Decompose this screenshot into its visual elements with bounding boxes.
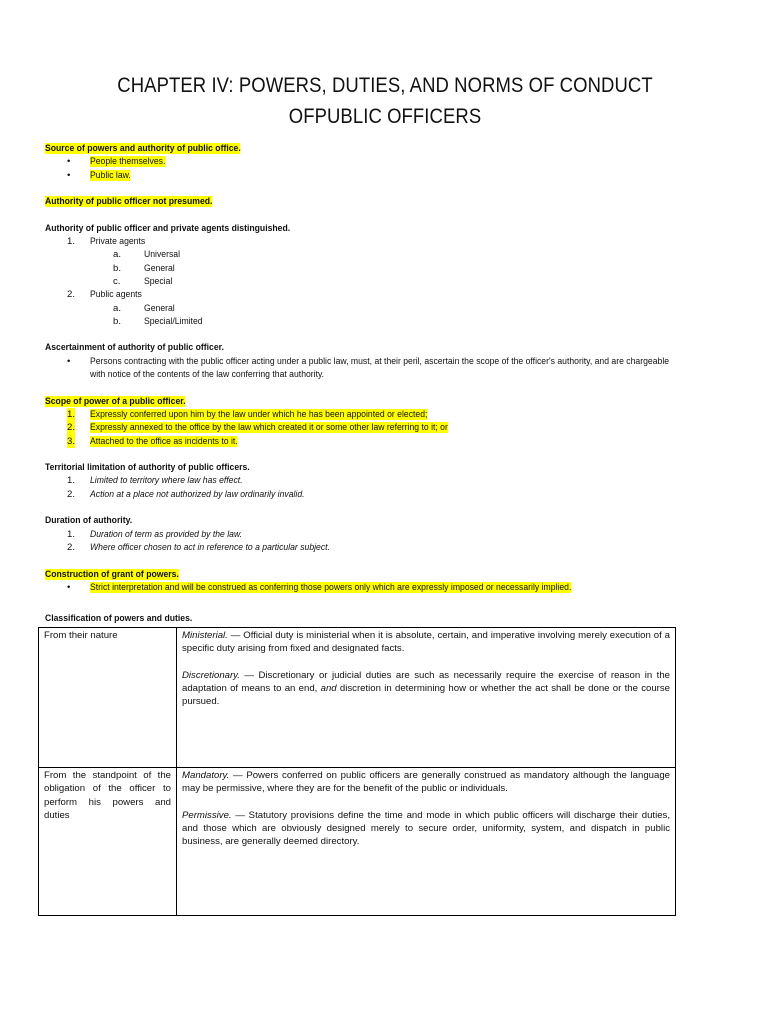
page-title <box>99 70 671 132</box>
list-item: • Strict interpretation and will be construed as conferring those powers only which are expressly imposed or necessarily implied. <box>45 581 735 594</box>
section-not-presumed <box>45 195 735 208</box>
section-source <box>45 142 735 182</box>
table-cell-label: From their nature <box>39 628 177 768</box>
list-item: 1. Private agents <box>67 236 146 248</box>
table-cell-content: Mandatory. — Powers conferred on public officers are generally construed as mandatory although the language may be permissive, where they are for the benefit of the public or individuals. Permissive. — Statutory provisions define the time and mode in which public officers will discharge their duties, and those which are obviously designed merely to secure order, uniformity, system, and dispatch in public business, are generally deemed directory. <box>177 768 676 916</box>
section-distinguished <box>45 222 735 328</box>
table-row <box>39 628 676 768</box>
list-item: • Persons contracting with the public officer acting under a public law, must, at their peril, ascertain the scope of the officer's authority, and are chargeable with notice of the contents of the law conferring that authority. <box>45 355 735 382</box>
list-item: 3. Attached to the office as incidents to it. <box>67 435 238 447</box>
section-heading: Authority of public officer not presumed. <box>45 196 213 208</box>
section-heading: Ascertainment of authority of public officer. <box>45 342 224 354</box>
section-ascertainment <box>45 341 735 381</box>
section-heading: Duration of authority. <box>45 515 133 527</box>
section-territorial <box>45 461 735 501</box>
section-heading: Authority of public officer and private agents distinguished. <box>45 222 291 234</box>
section-construction <box>45 568 735 595</box>
title-line-1: CHAPTER IV: POWERS, DUTIES, AND NORMS OF CONDUCT <box>117 74 653 97</box>
list-item: 1. Expressly conferred upon him by the law under which he has been appointed or elected; <box>67 408 428 420</box>
classification-table <box>38 627 676 916</box>
document-body <box>45 142 735 607</box>
section-heading: Source of powers and authority of public office. <box>45 143 241 154</box>
list-item: b. Special/Limited <box>113 315 203 327</box>
section-scope <box>45 395 735 448</box>
section-heading: Construction of grant of powers. <box>45 568 179 580</box>
list-item: b. General <box>113 262 175 274</box>
list-item: 2. Public agents <box>67 289 142 301</box>
section-heading: Scope of power of a public officer. <box>45 395 186 407</box>
list-item: • People themselves. <box>45 155 735 168</box>
list-item: 2. Action at a place not authorized by law ordinarily invalid. <box>67 488 305 500</box>
table-cell-label: From the standpoint of the obligation of the officer to perform his powers and duties <box>39 768 177 916</box>
list-item: • Public law. <box>45 169 735 182</box>
section-heading-classification: Classification of powers and duties. <box>45 613 193 624</box>
section-duration <box>45 514 735 554</box>
list-item: 2. Expressly annexed to the office by the law which created it or some other law referring to it; or <box>67 422 448 434</box>
table-cell-content: Ministerial. — Official duty is ministerial when it is absolute, certain, and imperative involving merely execution of a specific duty arising from fixed and designated facts. Discretionary. — Discretionary or judicial duties are such as necessarily require the exercise of reason in the adaptation of means to an end, and discretion in determining how or whether the act shall be done or the course pursued. <box>177 628 676 768</box>
list-item: c. Special <box>113 275 173 287</box>
list-item: 1. Limited to territory where law has effect. <box>67 475 243 487</box>
list-item: a. General <box>113 302 175 314</box>
list-item: 1. Duration of term as provided by the law. <box>67 528 243 540</box>
section-heading: Territorial limitation of authority of public officers. <box>45 462 250 474</box>
title-line-2: OFPUBLIC OFFICERS <box>288 105 482 128</box>
list-item: a. Universal <box>113 249 180 261</box>
list-item: 2. Where officer chosen to act in reference to a particular subject. <box>67 541 330 553</box>
table-row <box>39 768 676 916</box>
